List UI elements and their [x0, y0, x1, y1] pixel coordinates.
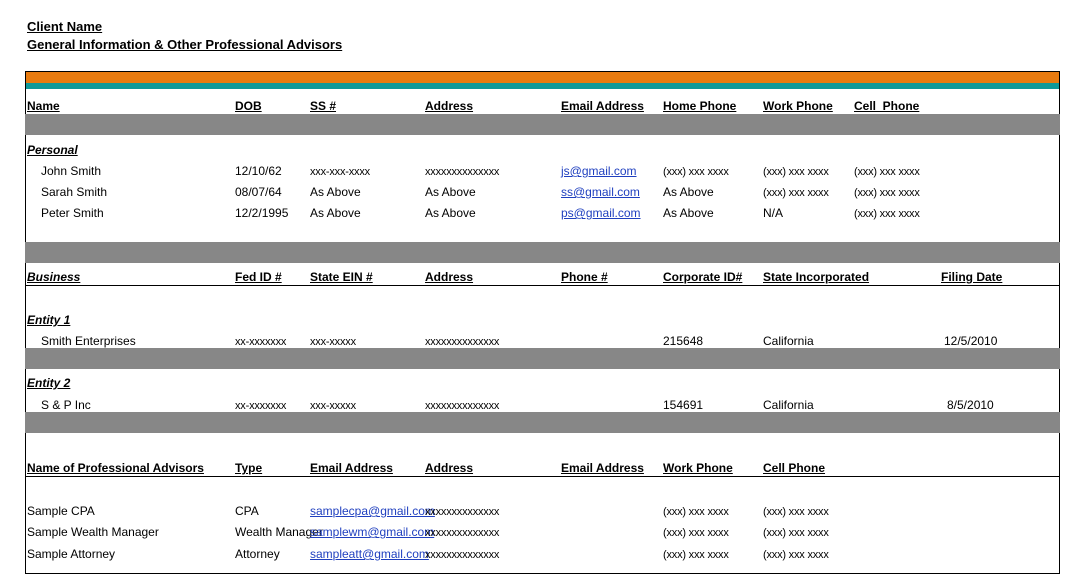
person-email-link[interactable]: ps@gmail.com — [561, 206, 641, 220]
col-header-address: Address — [425, 270, 474, 284]
col-header-email-2: Email Address — [561, 461, 644, 475]
person-name: John Smith — [41, 164, 102, 178]
client-name-title: Client Name — [27, 19, 103, 34]
person-home-phone: (xxx) xxx xxxx — [663, 166, 729, 178]
entity-state-ein: xxx-xxxxx — [310, 336, 356, 348]
advisor-email-link[interactable]: samplecpa@gmail.com — [310, 504, 435, 518]
advisor-work-phone: (xxx) xxx xxxx — [663, 549, 729, 561]
entity-address: xxxxxxxxxxxxxx — [425, 400, 500, 412]
col-header-address: Address — [425, 99, 474, 113]
person-cell-phone: (xxx) xxx xxxx — [854, 208, 920, 220]
advisor-type: Attorney — [235, 547, 280, 561]
advisor-email-link[interactable]: samplewm@gmail.com — [310, 525, 435, 539]
advisor-cell-phone: (xxx) xxx xxxx — [763, 549, 829, 561]
col-header-address: Address — [425, 461, 474, 475]
col-header-state-ein: State EIN # — [310, 270, 373, 284]
col-header-phone: Phone # — [561, 270, 608, 284]
col-header-email: Email Address — [310, 461, 393, 475]
col-header-corporate-id: Corporate ID# — [663, 270, 743, 284]
teal-band — [25, 83, 1060, 89]
entity-filing-date: 8/5/2010 — [947, 398, 994, 412]
col-header-advisor-name: Name of Professional Advisors — [27, 461, 204, 475]
col-header-fed-id: Fed ID # — [235, 270, 282, 284]
orange-band — [25, 71, 1060, 83]
entity-name: S & P Inc — [41, 398, 91, 412]
gray-separator — [25, 114, 1060, 135]
col-header-work-phone: Work Phone — [663, 461, 733, 475]
entity-state-ein: xxx-xxxxx — [310, 400, 356, 412]
section-label-entity-1: Entity 1 — [27, 313, 71, 327]
left-border — [25, 71, 26, 574]
col-header-ss: SS # — [310, 99, 337, 113]
person-dob: 12/2/1995 — [235, 206, 289, 220]
person-dob: 08/07/64 — [235, 185, 282, 199]
col-header-business: Business — [27, 270, 81, 284]
entity-corporate-id: 215648 — [663, 334, 704, 348]
col-header-state-incorporated: State Incorporated — [763, 270, 870, 284]
page-subtitle: General Information & Other Professional Advisors — [27, 37, 343, 52]
person-cell-phone: (xxx) xxx xxxx — [854, 187, 920, 199]
header-rule — [25, 285, 1060, 286]
advisor-work-phone: (xxx) xxx xxxx — [663, 527, 729, 539]
person-address: As Above — [425, 185, 476, 199]
person-ss: xxx-xxx-xxxx — [310, 166, 370, 178]
col-header-home-phone: Home Phone — [663, 99, 737, 113]
bottom-border — [25, 573, 1060, 574]
col-header-dob: DOB — [235, 99, 262, 113]
person-email-link[interactable]: ss@gmail.com — [561, 185, 640, 199]
advisor-address: xxxxxxxxxxxxxx — [425, 506, 500, 518]
col-header-cell-phone: Cell Phone — [854, 99, 920, 113]
col-header-work-phone: Work Phone — [763, 99, 833, 113]
person-dob: 12/10/62 — [235, 164, 282, 178]
person-ss: As Above — [310, 206, 361, 220]
col-header-type: Type — [235, 461, 263, 475]
entity-filing-date: 12/5/2010 — [944, 334, 998, 348]
col-header-name: Name — [27, 99, 60, 113]
person-email-link[interactable]: js@gmail.com — [561, 164, 637, 178]
advisor-name: Sample Wealth Manager — [27, 525, 159, 539]
entity-name: Smith Enterprises — [41, 334, 136, 348]
entity-corporate-id: 154691 — [663, 398, 704, 412]
entity-fed-id: xx-xxxxxxx — [235, 400, 287, 412]
advisor-address: xxxxxxxxxxxxxx — [425, 527, 500, 539]
col-header-cell-phone: Cell Phone — [763, 461, 826, 475]
entity-fed-id: xx-xxxxxxx — [235, 336, 287, 348]
col-header-email: Email Address — [561, 99, 644, 113]
section-label-entity-2: Entity 2 — [27, 376, 71, 390]
gray-separator — [25, 412, 1060, 433]
person-name: Sarah Smith — [41, 185, 108, 199]
person-cell-phone: (xxx) xxx xxxx — [854, 166, 920, 178]
person-work-phone: (xxx) xxx xxxx — [763, 166, 829, 178]
person-address: As Above — [425, 206, 476, 220]
person-address: xxxxxxxxxxxxxx — [425, 166, 500, 178]
advisor-type: Wealth Manager — [235, 525, 323, 539]
entity-state-incorporated: California — [763, 334, 814, 348]
person-home-phone: As Above — [663, 206, 714, 220]
person-name: Peter Smith — [41, 206, 104, 220]
section-label-personal: Personal — [27, 143, 78, 157]
entity-address: xxxxxxxxxxxxxx — [425, 336, 500, 348]
advisor-address: xxxxxxxxxxxxxx — [425, 549, 500, 561]
person-work-phone: N/A — [763, 206, 784, 220]
advisor-email-link[interactable]: sampleatt@gmail.com — [310, 547, 429, 561]
person-home-phone: As Above — [663, 185, 714, 199]
entity-state-incorporated: California — [763, 398, 814, 412]
advisor-type: CPA — [235, 504, 259, 518]
right-border — [1059, 71, 1060, 574]
gray-separator — [25, 348, 1060, 369]
advisor-work-phone: (xxx) xxx xxxx — [663, 506, 729, 518]
advisor-cell-phone: (xxx) xxx xxxx — [763, 527, 829, 539]
gray-separator — [25, 242, 1060, 263]
advisor-name: Sample CPA — [27, 504, 95, 518]
person-work-phone: (xxx) xxx xxxx — [763, 187, 829, 199]
advisor-cell-phone: (xxx) xxx xxxx — [763, 506, 829, 518]
person-ss: As Above — [310, 185, 361, 199]
col-header-filing-date: Filing Date — [941, 270, 1003, 284]
header-rule — [25, 476, 1060, 477]
advisor-name: Sample Attorney — [27, 547, 116, 561]
